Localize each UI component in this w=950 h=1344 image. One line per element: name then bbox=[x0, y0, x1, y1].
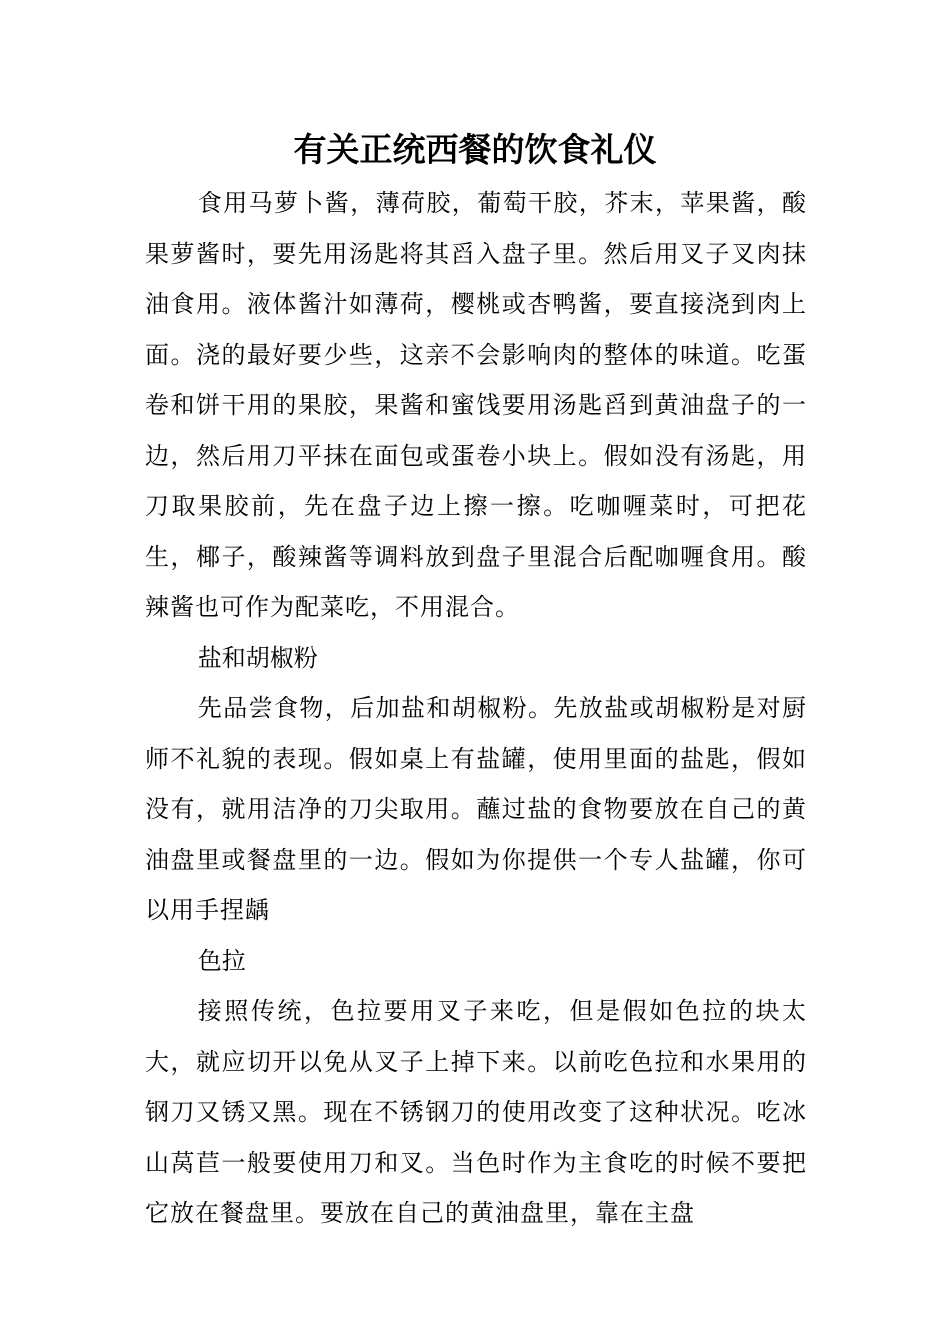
document-title: 有关正统西餐的饮食礼仪 bbox=[293, 130, 657, 169]
document-body bbox=[145, 178, 807, 1239]
paragraph-condiments: 食用马萝卜酱，薄荷胶，葡萄干胶，芥末，苹果酱，酸果萝酱时，要先用汤匙将其舀入盘子里。然后用叉子叉肉抹油食用。液体酱汁如薄荷，樱桃或杏鸭酱，要直接浇到肉上面。浇的最好要少些，这亲不会影响肉的整体的味道。吃蛋卷和饼干用的果胶，果酱和蜜饯要用汤匙舀到黄油盘子的一边，然后用刀平抹在面包或蛋卷小块上。假如没有汤匙，用刀取果胶前，先在盘子边上擦一擦。吃咖喱菜时，可把花生，椰子，酸辣酱等调料放到盘子里混合后配咖喱食用。酸辣酱也可作为配菜吃，不用混合。 bbox=[145, 189, 807, 621]
section-heading-salt-pepper: 盐和胡椒粉 bbox=[197, 643, 318, 672]
paragraph-salad: 接照传统，色拉要用叉子来吃，但是假如色拉的块太大，就应切开以免从叉子上掉下来。以前吃色拉和水果用的钢刀又锈又黑。现在不锈钢刀的使用改变了这种状况。吃冰山莴苣一般要使用刀和叉。当色时作为主食吃的时候不要把它放在餐盘里。要放在自己的黄油盘里，靠在主盘 bbox=[145, 997, 807, 1227]
paragraph-salt-pepper: 先品尝食物，后加盐和胡椒粉。先放盐或胡椒粉是对厨师不礼貌的表现。假如桌上有盐罐，使用里面的盐匙，假如没有，就用洁净的刀尖取用。蘸过盐的食物要放在自己的黄油盘里或餐盘里的一边。假如为你提供一个专人盐罐，你可以用手捏龋 bbox=[145, 694, 807, 924]
section-heading-salad: 色拉 bbox=[197, 946, 246, 975]
